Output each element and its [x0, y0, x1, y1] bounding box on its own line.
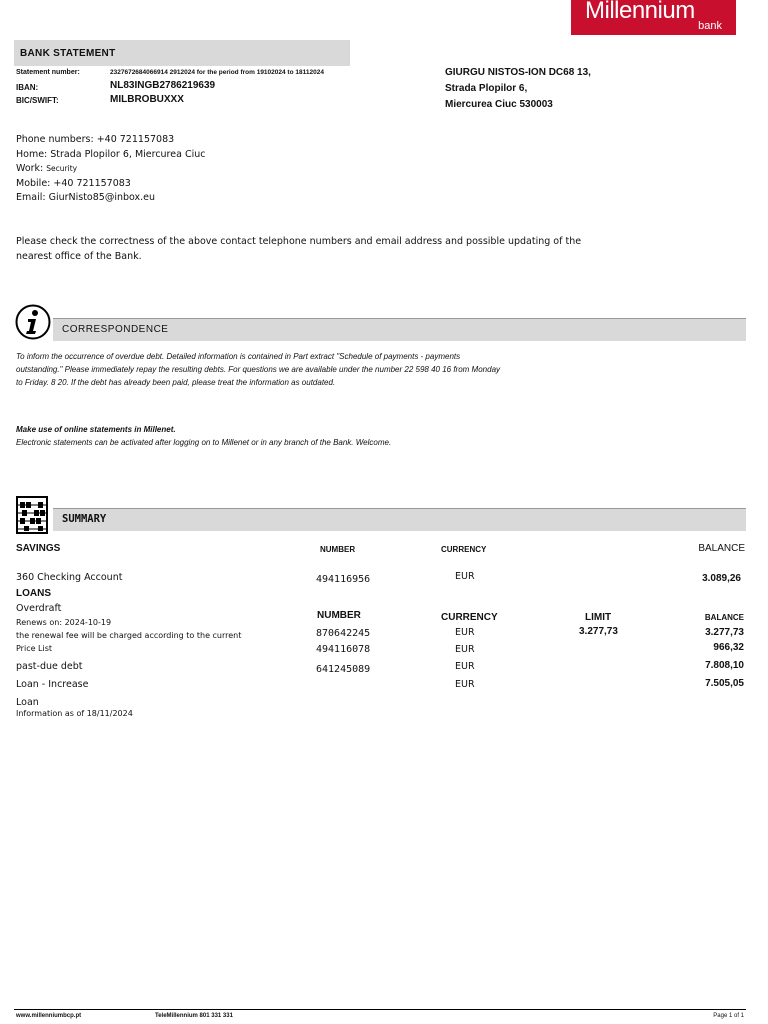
address-line-2: Strada Plopilor 6,	[445, 83, 528, 94]
loan-currency-1: EUR	[455, 627, 475, 638]
overdraft-label: Overdraft	[16, 603, 62, 614]
work-line	[16, 162, 205, 177]
notice-line-1: Please check the correctness of the above contact telephone numbers and email address and possible updating of the	[16, 236, 582, 247]
work-label: Work:	[16, 163, 44, 174]
information-date: Information as of 18/11/2024	[16, 709, 133, 718]
logo-name: Millennium	[585, 0, 695, 24]
online-statements-text: Electronic statements can be activated after logging on to Millenet or in any branch of the Bank. Welcome.	[16, 438, 392, 447]
phone-numbers: Phone numbers: +40 721157083	[16, 134, 175, 145]
work-value: Security	[46, 164, 78, 173]
statement-number-value: 2327672684066914 2912024 for the period from 19102024 to 18112024	[110, 69, 324, 76]
loan-currency-3: EUR	[455, 661, 475, 672]
loans-heading: LOANS	[16, 588, 51, 599]
savings-account-balance: 3.089,26	[702, 573, 741, 584]
statement-header-bar	[14, 40, 350, 66]
bic-value: MILBROBUXXX	[110, 94, 184, 105]
savings-account-currency: EUR	[455, 571, 475, 582]
overdue-line-2: outstanding." Please immediately repay the resulting debts. For questions we are available under the number 22 598 40 16 from Monday	[16, 365, 501, 374]
iban-value: NL83INGB2786219639	[110, 80, 216, 91]
footer-website[interactable]: www.millenniumbcp.pt	[16, 1013, 82, 1019]
loan-balance-3: 7.808,10	[705, 660, 744, 671]
loans-limit-header: LIMIT	[585, 612, 612, 623]
loan-number-3: 641245089	[316, 664, 371, 675]
loan-limit-1: 3.277,73	[579, 626, 618, 637]
loans-balance-header: BALANCE	[704, 613, 744, 622]
loan-balance-1: 3.277,73	[705, 627, 744, 638]
millennium-logo	[571, 0, 736, 35]
correspondence-title: CORRESPONDENCE	[62, 324, 169, 335]
overdue-line-1: To inform the occurrence of overdue debt. Detailed information is contained in Part extract "Schedule of payments - payments	[16, 352, 461, 361]
price-list: Price List	[16, 644, 53, 653]
footer-rule	[14, 1009, 746, 1010]
loans-number-header: NUMBER	[317, 610, 361, 621]
pastdue-label: past-due debt	[16, 661, 83, 672]
address-line-3: Miercurea Ciuc 530003	[445, 99, 553, 110]
renews-on: Renews on: 2024-10-19	[16, 618, 112, 627]
footer-page-number: Page 1 of 1	[713, 1013, 744, 1019]
correspondence-header-bar	[53, 319, 746, 341]
overdue-paragraph	[16, 350, 500, 389]
loan-number-2: 494116078	[316, 644, 371, 655]
recipient-address	[445, 65, 591, 113]
iban-label: IBAN:	[16, 83, 39, 92]
loan-increase-label: Loan - Increase	[16, 679, 89, 690]
savings-number-header: NUMBER	[320, 545, 356, 554]
summary-title: SUMMARY	[62, 513, 107, 525]
info-icon	[15, 304, 51, 340]
loan-label: Loan	[16, 697, 39, 708]
statement-number-label: Statement number:	[16, 69, 80, 76]
online-statements-title: Make use of online statements in Millenet.	[16, 425, 176, 434]
savings-currency-header: CURRENCY	[441, 545, 487, 554]
contact-info	[16, 133, 205, 206]
overdue-line-3: to Friday. 8 20. If the debt has already been paid, please treat the information as outdated.	[16, 378, 336, 387]
bic-label: BIC/SWIFT:	[16, 96, 59, 105]
mobile-number: Mobile: +40 721157083	[16, 177, 131, 189]
address-line-1: GIURGU NISTOS-ION DC68 13,	[445, 67, 591, 78]
loan-currency-2: EUR	[455, 644, 475, 655]
loan-number-1: 870642245	[316, 628, 371, 639]
home-address: Home: Strada Plopilor 6, Miercurea Ciuc	[16, 148, 206, 160]
loans-currency-header: CURRENCY	[441, 612, 498, 623]
email-address: Email: GiurNisto85@inbox.eu	[16, 192, 156, 203]
online-statements-paragraph	[16, 423, 391, 449]
savings-balance-header: BALANCE	[698, 543, 745, 554]
savings-account-number: 494116956	[316, 574, 371, 585]
footer-phone: TeleMillennium 801 331 331	[155, 1013, 233, 1019]
renewal-fee-note: the renewal fee will be charged according to the current	[16, 631, 242, 640]
loan-balance-4: 7.505,05	[705, 678, 744, 689]
summary-header-bar	[53, 509, 746, 531]
statement-title: BANK STATEMENT	[20, 48, 116, 59]
loan-currency-4: EUR	[455, 679, 475, 690]
savings-heading: SAVINGS	[16, 543, 61, 554]
logo-sub: bank	[698, 20, 722, 32]
notice-line-2: nearest office of the Bank.	[16, 251, 142, 262]
savings-account-name: 360 Checking Account	[16, 572, 123, 583]
abacus-icon	[16, 496, 48, 534]
contact-notice	[16, 234, 581, 264]
loan-balance-2: 966,32	[713, 642, 744, 653]
